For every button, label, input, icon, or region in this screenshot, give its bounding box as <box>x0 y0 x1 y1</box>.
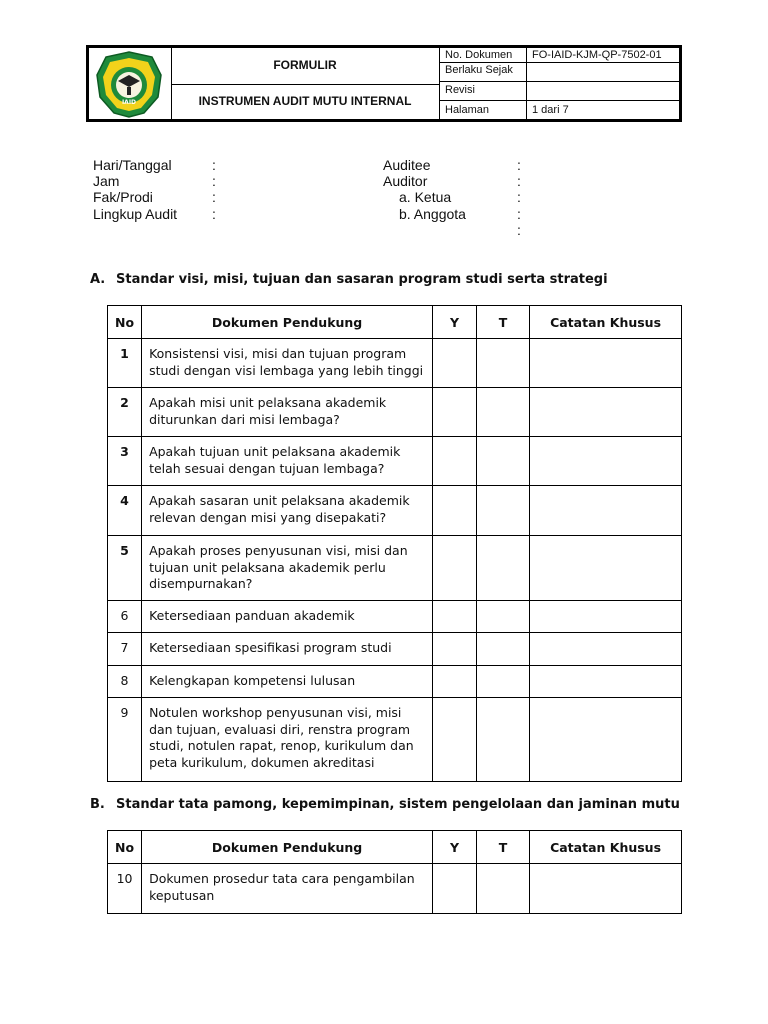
table-row <box>108 339 682 388</box>
row-text: Dokumen prosedur tata cara pengambilan keputusan <box>142 864 433 914</box>
section-b-title: B. Standar tata pamong, kepemimpinan, sistem pengelolaan dan jaminan mutu <box>90 797 680 812</box>
info-colon: : <box>517 206 521 222</box>
col-y: Y <box>433 306 477 339</box>
info-colon: : <box>212 157 216 173</box>
col-t: T <box>477 831 530 864</box>
institution-logo-icon <box>94 51 164 118</box>
cell-notes[interactable] <box>530 388 682 437</box>
row-text: Apakah misi unit pelaksana akademik diturunkan dari misi lembaga? <box>142 388 433 437</box>
table-row <box>108 536 682 601</box>
cell-notes[interactable] <box>530 486 682 536</box>
cell-notes[interactable] <box>530 601 682 633</box>
info-colon: : <box>212 189 216 205</box>
cell-y[interactable] <box>433 536 477 601</box>
section-a-table <box>107 305 682 782</box>
row-text: Apakah proses penyusunan visi, misi dan tujuan unit pelaksana akademik perlu disempurnakan? <box>142 536 433 601</box>
document-header <box>86 45 682 122</box>
cell-y[interactable] <box>433 864 477 914</box>
cell-t[interactable] <box>477 339 530 388</box>
cell-t[interactable] <box>477 601 530 633</box>
info-colon: : <box>517 189 521 205</box>
table-row <box>108 633 682 666</box>
info-label-date: Hari/Tanggal <box>93 157 172 173</box>
row-number: 8 <box>108 666 142 698</box>
cell-t[interactable] <box>477 864 530 914</box>
cell-y[interactable] <box>433 339 477 388</box>
row-text: Notulen workshop penyusunan visi, misi dan tujuan, evaluasi diri, renstra program studi, notulen rapat, renop, kurikulum dan peta kurikulum, dokumen akreditasi <box>142 698 433 782</box>
cell-t[interactable] <box>477 698 530 782</box>
info-colon: : <box>212 206 216 222</box>
doc-number-value: FO-IAID-KJM-QP-7502-01 <box>532 49 662 61</box>
row-text: Ketersediaan spesifikasi program studi <box>142 633 433 666</box>
info-label-time: Jam <box>93 173 120 189</box>
table-header-row <box>108 306 682 339</box>
info-colon: : <box>517 173 521 189</box>
page-value: 1 dari 7 <box>532 104 569 116</box>
table-row <box>108 388 682 437</box>
col-no: No <box>108 306 142 339</box>
col-notes: Catatan Khusus <box>530 831 682 864</box>
row-number: 6 <box>108 601 142 633</box>
table-row <box>108 437 682 486</box>
row-text: Apakah sasaran unit pelaksana akademik relevan dengan misi yang disepakati? <box>142 486 433 536</box>
col-no: No <box>108 831 142 864</box>
table-row <box>108 698 682 782</box>
info-label-scope: Lingkup Audit <box>93 206 178 222</box>
cell-t[interactable] <box>477 388 530 437</box>
row-number: 2 <box>108 388 142 437</box>
cell-t[interactable] <box>477 486 530 536</box>
info-label-auditor: Auditor <box>383 173 428 189</box>
row-number: 10 <box>108 864 142 914</box>
cell-y[interactable] <box>433 666 477 698</box>
info-colon: : <box>517 157 521 173</box>
col-t: T <box>477 306 530 339</box>
cell-y[interactable] <box>433 601 477 633</box>
cell-notes[interactable] <box>530 339 682 388</box>
cell-y[interactable] <box>433 698 477 782</box>
row-number: 9 <box>108 698 142 782</box>
cell-notes[interactable] <box>530 633 682 666</box>
table-row <box>108 666 682 698</box>
cell-t[interactable] <box>477 666 530 698</box>
col-notes: Catatan Khusus <box>530 306 682 339</box>
row-number: 3 <box>108 437 142 486</box>
table-row <box>108 601 682 633</box>
cell-t[interactable] <box>477 633 530 666</box>
svg-text:IAID: IAID <box>121 99 137 106</box>
row-number: 4 <box>108 486 142 536</box>
effective-since-label: Berlaku Sejak <box>445 64 513 76</box>
col-doc: Dokumen Pendukung <box>142 831 433 864</box>
doc-number-label: No. Dokumen <box>445 49 513 61</box>
table-row <box>108 864 682 914</box>
info-label-chair: a. Ketua <box>399 189 452 205</box>
section-b-table <box>107 830 682 914</box>
row-text: Apakah tujuan unit pelaksana akademik telah sesuai dengan tujuan lembaga? <box>142 437 433 486</box>
row-text: Kelengkapan kompetensi lulusan <box>142 666 433 698</box>
row-number: 7 <box>108 633 142 666</box>
cell-y[interactable] <box>433 633 477 666</box>
cell-notes[interactable] <box>530 698 682 782</box>
cell-notes[interactable] <box>530 864 682 914</box>
table-row <box>108 486 682 536</box>
info-label-auditee: Auditee <box>383 157 431 173</box>
row-number: 1 <box>108 339 142 388</box>
row-text: Konsistensi visi, misi dan tujuan program studi dengan visi lembaga yang lebih tinggi <box>142 339 433 388</box>
cell-t[interactable] <box>477 437 530 486</box>
table-header-row <box>108 831 682 864</box>
form-label: FORMULIR <box>273 58 337 72</box>
page-label: Halaman <box>445 104 490 116</box>
cell-y[interactable] <box>433 486 477 536</box>
cell-notes[interactable] <box>530 666 682 698</box>
revision-label: Revisi <box>445 84 475 96</box>
info-label-faculty: Fak/Prodi <box>93 189 153 205</box>
section-a-title: A. Standar visi, misi, tujuan dan sasaran program studi serta strategi <box>90 272 608 287</box>
row-text: Ketersediaan panduan akademik <box>142 601 433 633</box>
col-y: Y <box>433 831 477 864</box>
info-colon: : <box>212 173 216 189</box>
cell-notes[interactable] <box>530 536 682 601</box>
form-title: INSTRUMEN AUDIT MUTU INTERNAL <box>198 94 412 108</box>
col-doc: Dokumen Pendukung <box>142 306 433 339</box>
cell-y[interactable] <box>433 388 477 437</box>
cell-notes[interactable] <box>530 437 682 486</box>
row-number: 5 <box>108 536 142 601</box>
info-label-member: b. Anggota <box>399 206 466 222</box>
cell-y[interactable] <box>433 437 477 486</box>
info-colon: : <box>517 222 521 238</box>
cell-t[interactable] <box>477 536 530 601</box>
